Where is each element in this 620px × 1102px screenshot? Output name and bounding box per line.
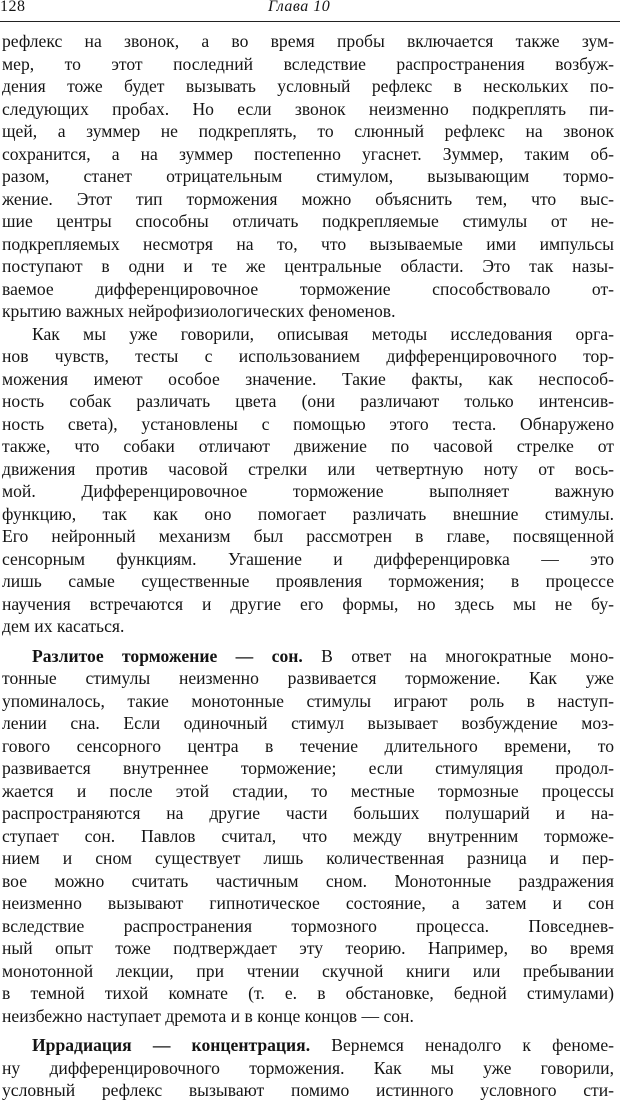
- text-line: [2, 1034, 614, 1057]
- text-line: научения встречаются и другие его формы, но здесь мы не бу-: [2, 593, 614, 614]
- text-line: в темной тихой комнате (т. е. в обстановке, бедной стимулами): [2, 983, 614, 1003]
- page-number: 128: [0, 0, 26, 15]
- paragraph: [2, 323, 614, 638]
- text-line: Как мы уже говорили, описывая методы исследования орга-: [32, 323, 614, 344]
- page-body: [2, 30, 614, 1102]
- text-line: щей, а зуммер не подкреплять, то слюнный рефлекс на звонок: [2, 121, 614, 141]
- text-line: [2, 645, 614, 668]
- text-line: вследствие распространения тормозного процесса. Повседнев-: [2, 915, 614, 936]
- text-line: Его нейронный механизм был рассмотрен в главе, посвященной: [2, 526, 614, 546]
- text-line: сенсорным функциям. Угашение и дифференцировка — это: [2, 548, 614, 569]
- text-line: движения против часовой стрелки или четвертную ноту от вось-: [2, 458, 614, 479]
- text-line: нием и сном существует лишь количественная разница и пер-: [2, 848, 614, 868]
- text-line: ваемое дифференцировочное торможение способствовало от-: [2, 278, 614, 299]
- text-line: сохранится, а на зуммер постепенно угаснет. Зуммер, таким об-: [2, 143, 614, 164]
- text-line: шие центры способны отличать подкрепляемые стимулы от не-: [2, 211, 614, 231]
- text-line: лении сна. Если одиночный стимул вызывает возбуждение моз-: [2, 713, 614, 733]
- text-line: мой. Дифференцировочное торможение выполняет важную: [2, 481, 614, 501]
- text-line: распространяются на другие части больших полушарий и на-: [2, 803, 614, 823]
- text-line: жается и после этой стадии, то местные тормозные процессы: [2, 780, 614, 801]
- text-line: развивается внутреннее торможение; если стимуляция продол-: [2, 758, 614, 778]
- text-line: гового сенсорного центра в течение длительного времени, то: [2, 735, 614, 756]
- text-line: разом, станет отрицательным стимулом, вызывающим тормо-: [2, 166, 614, 186]
- text-line: ность собак различать цвета (они различают только интенсив-: [2, 391, 614, 411]
- text-line: крытию важных нейрофизиологических феноменов.: [2, 301, 396, 321]
- text-line: функцию, так как оно помогает различать внешние стимулы.: [2, 503, 614, 524]
- text-line: вое можно считать частичным сном. Монотонные раздражения: [2, 870, 614, 891]
- text-line: ну дифференцировочного торможения. Как мы уже говорили,: [2, 1057, 614, 1078]
- text-line: мер, то этот последний вследствие распространения возбуж-: [2, 53, 614, 74]
- text-line: неизбежно наступает дремота и в конце концов — сон.: [2, 1005, 414, 1026]
- text-line: также, что собаки отличают движение по часовой стрелке от: [2, 436, 614, 456]
- section-heading: Разлитое торможение — сон.: [32, 645, 303, 666]
- text-line: условный рефлекс вызывают помимо истинного условного сти-: [2, 1080, 614, 1100]
- chapter-title: Глава 10: [268, 0, 331, 15]
- paragraph: [2, 645, 614, 1028]
- paragraph: [2, 1034, 614, 1102]
- text-line: монотонной лекции, при чтении скучной книги или пребывании: [2, 960, 614, 981]
- text-line: ный опыт тоже подтверждает эту теорию. Например, во время: [2, 938, 614, 958]
- text-line: нов чувств, тесты с использованием дифференцировочного тор-: [2, 346, 614, 366]
- section-heading: Иррадиация — концентрация.: [32, 1035, 311, 1055]
- header-rule: [0, 21, 620, 22]
- text-line: ступает сон. Павлов считал, что между внутренним торможе-: [2, 825, 614, 846]
- page-header: [0, 0, 620, 22]
- heading-line-rest: Вернемся ненадолго к феноме-: [310, 1035, 614, 1055]
- text-line: лишь самые существенные проявления торможения; в процессе: [2, 571, 614, 591]
- paragraph: [2, 30, 614, 323]
- text-line: поступают в одни и те же центральные области. Это так назы-: [2, 256, 614, 276]
- text-line: можения имеют особое значение. Такие факты, как неспособ-: [2, 368, 614, 389]
- text-line: следующих пробах. Но если звонок неизменно подкреплять пи-: [2, 98, 614, 119]
- text-line: ность света), установлены с помощью этого теста. Обнаружено: [2, 413, 614, 434]
- text-line: упоминалось, такие монотонные стимулы играют роль в наступ-: [2, 690, 614, 711]
- text-line: дения тоже будет вызывать условный рефлекс в нескольких по-: [2, 76, 614, 96]
- text-line: подкрепляемых несмотря на то, что вызываемые ими импульсы: [2, 233, 614, 254]
- text-line: дем их касаться.: [2, 616, 125, 636]
- text-line: рефлекс на звонок, а во время пробы включается также зум-: [2, 31, 614, 51]
- text-line: жение. Этот тип торможения можно объяснить тем, что выс-: [2, 188, 614, 209]
- heading-line-rest: В ответ на многократные моно-: [302, 645, 614, 666]
- text-line: неизменно вызывают гипнотическое состояние, а затем и сон: [2, 893, 614, 913]
- text-line: тонные стимулы неизменно развивается торможение. Как уже: [2, 668, 614, 688]
